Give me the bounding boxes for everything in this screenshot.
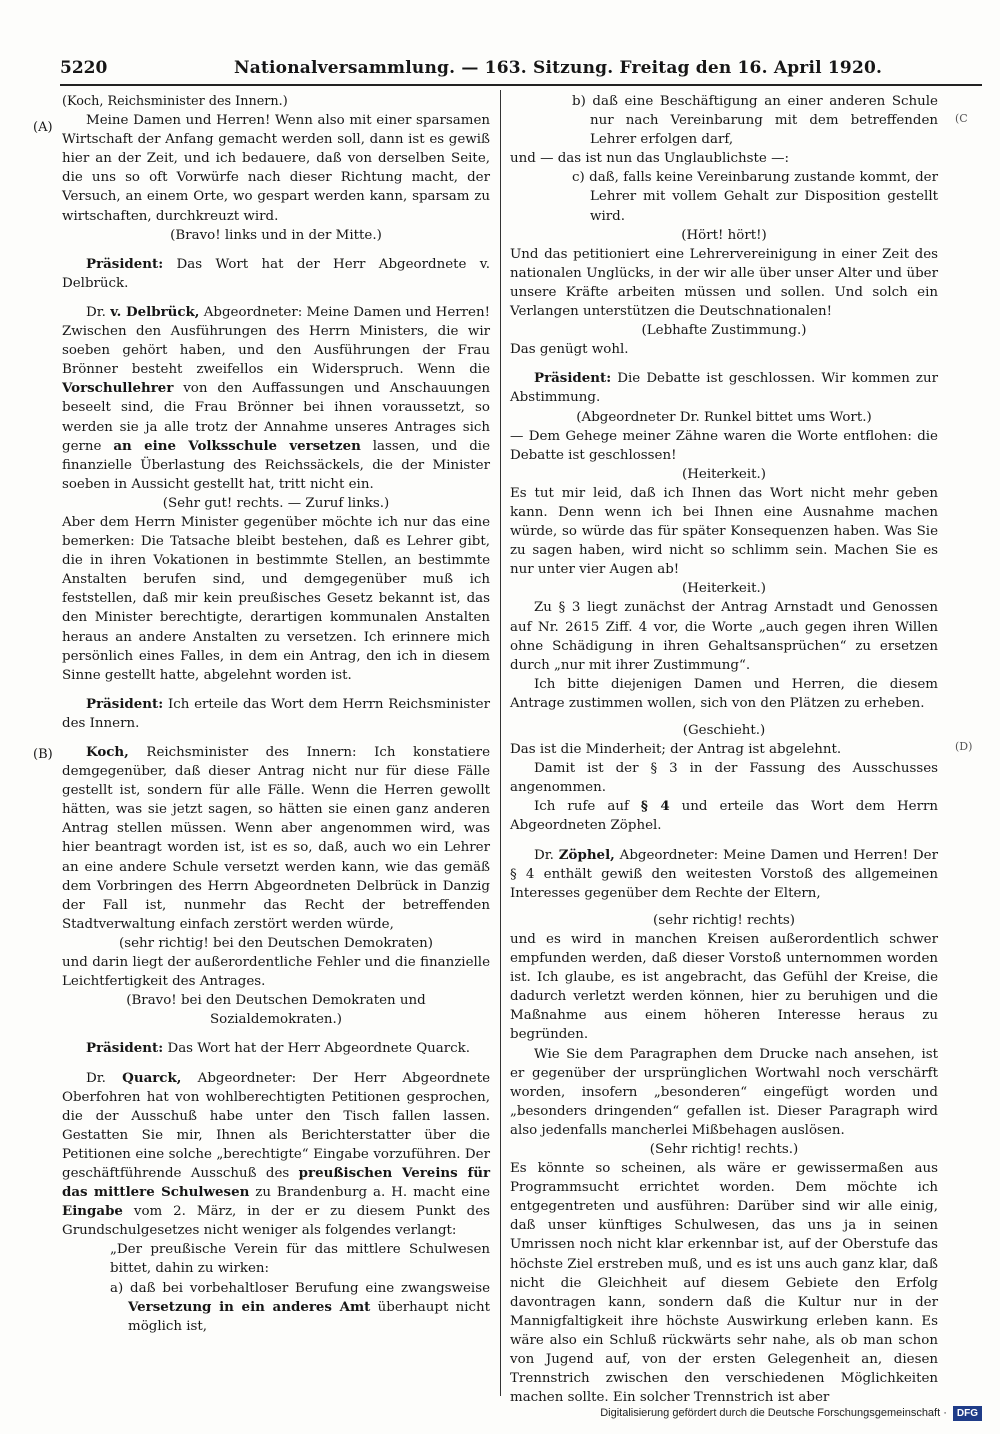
- paragraph: [510, 797, 938, 835]
- speech-text: Abgeordneter: Meine Damen und Herren! Der § 4 enthält gewiß den weitesten Vorstoß des allgemeinen Interesses gegenüber dem Rechte der Eltern,: [510, 847, 938, 901]
- paragraph: Aber dem Herrn Minister gegenüber möchte ich nur das eine bemerken: Die Tatsache bleibt bestehen, daß es Lehrer gibt, die in ihren Vokationen in bestimmte Stellen, an bestimmte Anstalten berufen sind, und demgegenüber muß ich feststellen, daß mir kein preußisches Gesetz bekannt ist, das den Minister berechtigte, derartigen kommunalen Anstalten heraus an andere Anstalten zu versetzen. Ich erinnere mich persönlich eines Falles, in dem ein Antrag, den ich in diesem Sinne gestellt hatte, abgelehnt worden ist.: [62, 514, 490, 683]
- emphasis: Vorschullehrer: [62, 380, 174, 397]
- paragraph: Wie Sie dem Paragraphen dem Drucke nach ansehen, ist er gegenüber der ursprünglichen Wortwahl noch verschärft worden, insofern „besonderen“ eingefügt worden und „besonders dringenden“ gefallen ist. Dieser Paragraph wird also jedenfalls mancherlei Mißbehagen auslösen.: [510, 1046, 938, 1138]
- interjection: (Abgeordneter Dr. Runkel bittet ums Wort.): [576, 409, 872, 425]
- statement-text: Das Wort hat der Herr Abgeordnete Quarck.: [167, 1041, 471, 1057]
- paragraph: Es könnte so scheinen, als wäre er gewissermaßen aus Programmsucht errichtet worden. Dem möchte ich entgegentreten und ausführen: Darüber sind wir alle einig, daß unser künftiges Schulwesen, das uns ja in seinen Umrissen noch nicht klar erkennbar ist, auf der Oberstufe das höchste Ziel erstreben muß, und es ist uns auch ganz klar, daß nicht die Gleichheit auf diesem Gebiete den Erfolg davontragen kann, sondern daß die Kultur nur in der Mannigfaltigkeit ihre höchste Auswirkung erleben kann. Es wäre also ein Schluß rückwärts sehr nahe, als ob man schon von Jugend auf, von der ersten Gelegenheit an, diesen Trennstrich zwischen den verschiedenen Möglichkeiten machen sollte. Ein solcher Trennstrich ist aber: [510, 1161, 938, 1406]
- interjection: (sehr richtig! bei den Deutschen Demokraten): [119, 935, 433, 951]
- speaker-name: Präsident:: [86, 695, 164, 712]
- statement-text: Das Wort hat der Herr Abgeordnete v. Delbrück.: [62, 256, 490, 291]
- paragraph: Das genügt wohl.: [510, 342, 629, 358]
- interjection: (sehr richtig! rechts): [653, 912, 795, 928]
- emphasis: an eine Volksschule versetzen: [113, 437, 361, 454]
- interjection: (Geschieht.): [682, 723, 766, 738]
- interjection: (Heiterkeit.): [682, 581, 766, 597]
- speech-paragraph: [62, 303, 490, 494]
- paragraph: Meine Damen und Herren! Wenn also mit einer sparsamen Wirtschaft der Anfang gemacht werden soll, dann ist es gewiß hier an der Zeit, und ich bedauere, daß von derselben Seite, die uns so oft Vorwürfe nach dieser Richtung macht, der Versuch, an einem Orte, wo gespart werden kann, sparsam zu wirtschaften, durchkreuzt wird.: [62, 113, 490, 224]
- running-title: Nationalversammlung. — 163. Sitzung. Freitag den 16. April 1920.: [234, 58, 883, 78]
- speech-paragraph: [62, 1069, 490, 1241]
- interjection: (Hört! hört!): [681, 227, 767, 243]
- speaker-name: Koch,: [86, 744, 129, 760]
- speech-text: lassen, und die finanzielle Überlastung des Reichssäckels, die der Minister soeben in Aussicht gestellt hat, tritt nicht ein.: [62, 438, 490, 492]
- interjection: (Sehr gut! rechts. — Zuruf links.): [162, 495, 390, 511]
- speech-text: Abgeordneter: Der Herr Abgeordnete Oberfohren hat von wohlberechtigten Petitionen gesprochen, die der Ausschuß habe unter den Tisch fallen lassen. Gestatten Sie mir, Ihnen als Berichterstatter über die Petitionen eine solche „berechtigte“ Eingabe vorzuführen. Der geschäftführende Ausschuß des: [62, 1070, 491, 1181]
- emphasis: preußischen Vereins für das mittlere Schulwesen: [62, 1164, 490, 1201]
- speaker-title: Dr.: [534, 847, 554, 863]
- speaker-continuation: (Koch, Reichsminister des Innern.): [62, 94, 288, 109]
- speaker-title: Dr.: [86, 304, 106, 320]
- speech-text: von den Auffassungen und Anschauungen beseelt sind, die Frau Brönner bei ihnen voraussetzt, so werden sie ja alle trotz der Annahme unseres Antrages sich gerne: [62, 381, 490, 454]
- interjection: (Lebhafte Zustimmung.): [641, 323, 807, 339]
- president-statement: [62, 695, 490, 733]
- funding-credit: Digitalisierung gefördert durch die Deutsche Forschungsgemeinschaft ·: [600, 1407, 947, 1419]
- speaker-name: Präsident:: [534, 370, 612, 387]
- right-column: [510, 92, 938, 1407]
- list-text: a) daß bei vorbehaltloser Berufung eine zwangsweise: [110, 1280, 490, 1296]
- page-footer: [600, 1402, 982, 1424]
- president-statement: [510, 369, 938, 407]
- text: und erteile das Wort dem Herrn Abgeordneten Zöphel.: [510, 799, 938, 834]
- paragraph: — Dem Gehege meiner Zähne waren die Worte entflohen: die Debatte ist geschlossen!: [510, 428, 938, 463]
- speaker-name: Zöphel,: [558, 846, 615, 863]
- paragraph: Zu § 3 liegt zunächst der Antrag Arnstadt und Genossen auf Nr. 2615 Ziff. 4 vor, die Worte „auch gegen ihren Willen ohne Schädigung in ihren Gehaltsansprüchen“ zu ersetzen durch „nur mit ihrer Zustimmung“.: [510, 600, 938, 673]
- president-statement: [62, 1039, 490, 1058]
- speaker-name: Präsident:: [86, 1040, 164, 1057]
- speech-text: vom 2. März, in der er zu diesem Punkt des Grundschulgesetzes nicht weniger als folgendes verlangt:: [62, 1204, 490, 1239]
- paragraph: Es tut mir leid, daß ich Ihnen das Wort nicht mehr geben kann. Denn wenn ich bei Ihnen eine Ausnahme machen würde, so würde das für später Konsequenzen haben. Was Sie zu sagen haben, wird nicht so schlimm sein. Machen Sie es nur unter vier Augen ab!: [510, 485, 938, 578]
- dfg-logo: DFG: [953, 1406, 982, 1421]
- header-rule: [60, 84, 982, 86]
- speaker-name: Präsident:: [86, 255, 164, 272]
- paragraph: und es wird in manchen Kreisen außerordentlich schwer empfunden werden, daß dieser Vorstoß unternommen worden ist. Ich glaube, es ist angebracht, das Gefühl der Kreise, die dadurch verletzt werden können, hier zu beruhigen und die Maßnahme aus einem höheren Interesse heraus zu begründen.: [510, 931, 938, 1043]
- speaker-name: v. Delbrück,: [110, 303, 200, 320]
- list-item: b) daß eine Beschäftigung an einer anderen Schule nur nach Vereinbarung mit dem betreffenden Lehrer erfolgen darf,: [572, 94, 938, 148]
- paragraph: Und das petitioniert eine Lehrervereinigung in einer Zeit des nationalen Unglücks, in der wir alle über unser Alter und über unsere Kräfte arbeiten müssen und sollen. Und solch ein Verlangen unterstützen die Deutschnationalen!: [510, 246, 938, 320]
- speech-text: Abgeordneter: Meine Damen und Herren! Zwischen den Ausführungen des Herrn Ministers, die wir soeben gehört haben, und den Ausführungen der Frau Brönner besteht zweifellos ein Widerspruch. Wenn die: [62, 304, 490, 378]
- text: Ich rufe auf: [534, 799, 629, 815]
- page-header: [0, 0, 1000, 90]
- president-statement: [62, 255, 490, 293]
- left-column: [62, 92, 490, 1336]
- statement-text: Die Debatte ist geschlossen. Wir kommen zur Abstimmung.: [510, 371, 938, 406]
- speaker-name: Quarck,: [122, 1069, 182, 1086]
- paragraph: und — das ist nun das Unglaublichste —:: [510, 151, 789, 167]
- paragraph: Ich bitte diejenigen Damen und Herren, die diesem Antrage zustimmen wollen, sich von den Plätzen zu erheben.: [510, 676, 938, 711]
- list-item: [110, 1279, 490, 1336]
- speaker-title: Dr.: [86, 1070, 106, 1086]
- emphasis: Eingabe: [62, 1203, 123, 1220]
- paragraph: Damit ist der § 3 in der Fassung des Ausschusses angenommen.: [510, 761, 938, 796]
- margin-marker-a: (A): [33, 120, 53, 135]
- statement-text: Ich erteile das Wort dem Herrn Reichsminister des Innern.: [62, 696, 491, 731]
- paragraph: Das ist die Minderheit; der Antrag ist abgelehnt.: [510, 742, 842, 758]
- interjection: (Bravo! bei den Deutschen Demokraten und Sozialdemokraten.): [126, 993, 426, 1028]
- list-text: überhaupt nicht möglich ist,: [128, 1299, 490, 1334]
- speech-paragraph: [62, 743, 490, 934]
- margin-marker-d: (D): [955, 740, 973, 753]
- list-item: c) daß, falls keine Vereinbarung zustande kommt, der Lehrer mit vollem Gehalt zur Disposition gestellt wird.: [572, 170, 938, 224]
- interjection: (Sehr richtig! rechts.): [649, 1141, 799, 1157]
- speech-paragraph: [510, 846, 938, 903]
- speech-text: zu Brandenburg a. H. macht eine: [255, 1185, 490, 1201]
- interjection: (Bravo! links und in der Mitte.): [170, 227, 382, 243]
- quote-intro: „Der preußische Verein für das mittlere Schulwesen bittet, dahin zu wirken:: [110, 1242, 490, 1277]
- speech-text: Reichsminister des Innern: Ich konstatiere demgegenüber, daß dieser Antrag nicht nur für diese Fälle gestellt ist, sondern für alle Fälle. Wenn die Herren gewollt hätten, was sie jetzt sagen, so hätten sie einen ganz anderen Antrag stellen müssen. Wenn aber angenommen wird, was hier beantragt worden ist, ist es so, daß, auch wo ein Lehrer an eine andere Schule versetzt werden kann, wie das gemäß dem Vorbringen des Herrn Abgeordneten Delbrück in Danzig der Fall ist, nunmehr das Recht der betreffenden Stadtverwaltung einfach zerstört werden würde,: [62, 745, 490, 932]
- margin-marker-c: (C: [955, 112, 968, 125]
- margin-marker-b: (B): [33, 747, 53, 762]
- column-divider: [500, 90, 501, 1396]
- emphasis: § 4: [640, 798, 670, 815]
- emphasis: Versetzung in ein anderes Amt: [128, 1298, 371, 1315]
- paragraph: und darin liegt der außerordentliche Fehler und die finanzielle Leichtfertigkeit des Antrages.: [62, 955, 490, 990]
- interjection: (Heiterkeit.): [682, 466, 766, 482]
- page-number: 5220: [60, 58, 108, 78]
